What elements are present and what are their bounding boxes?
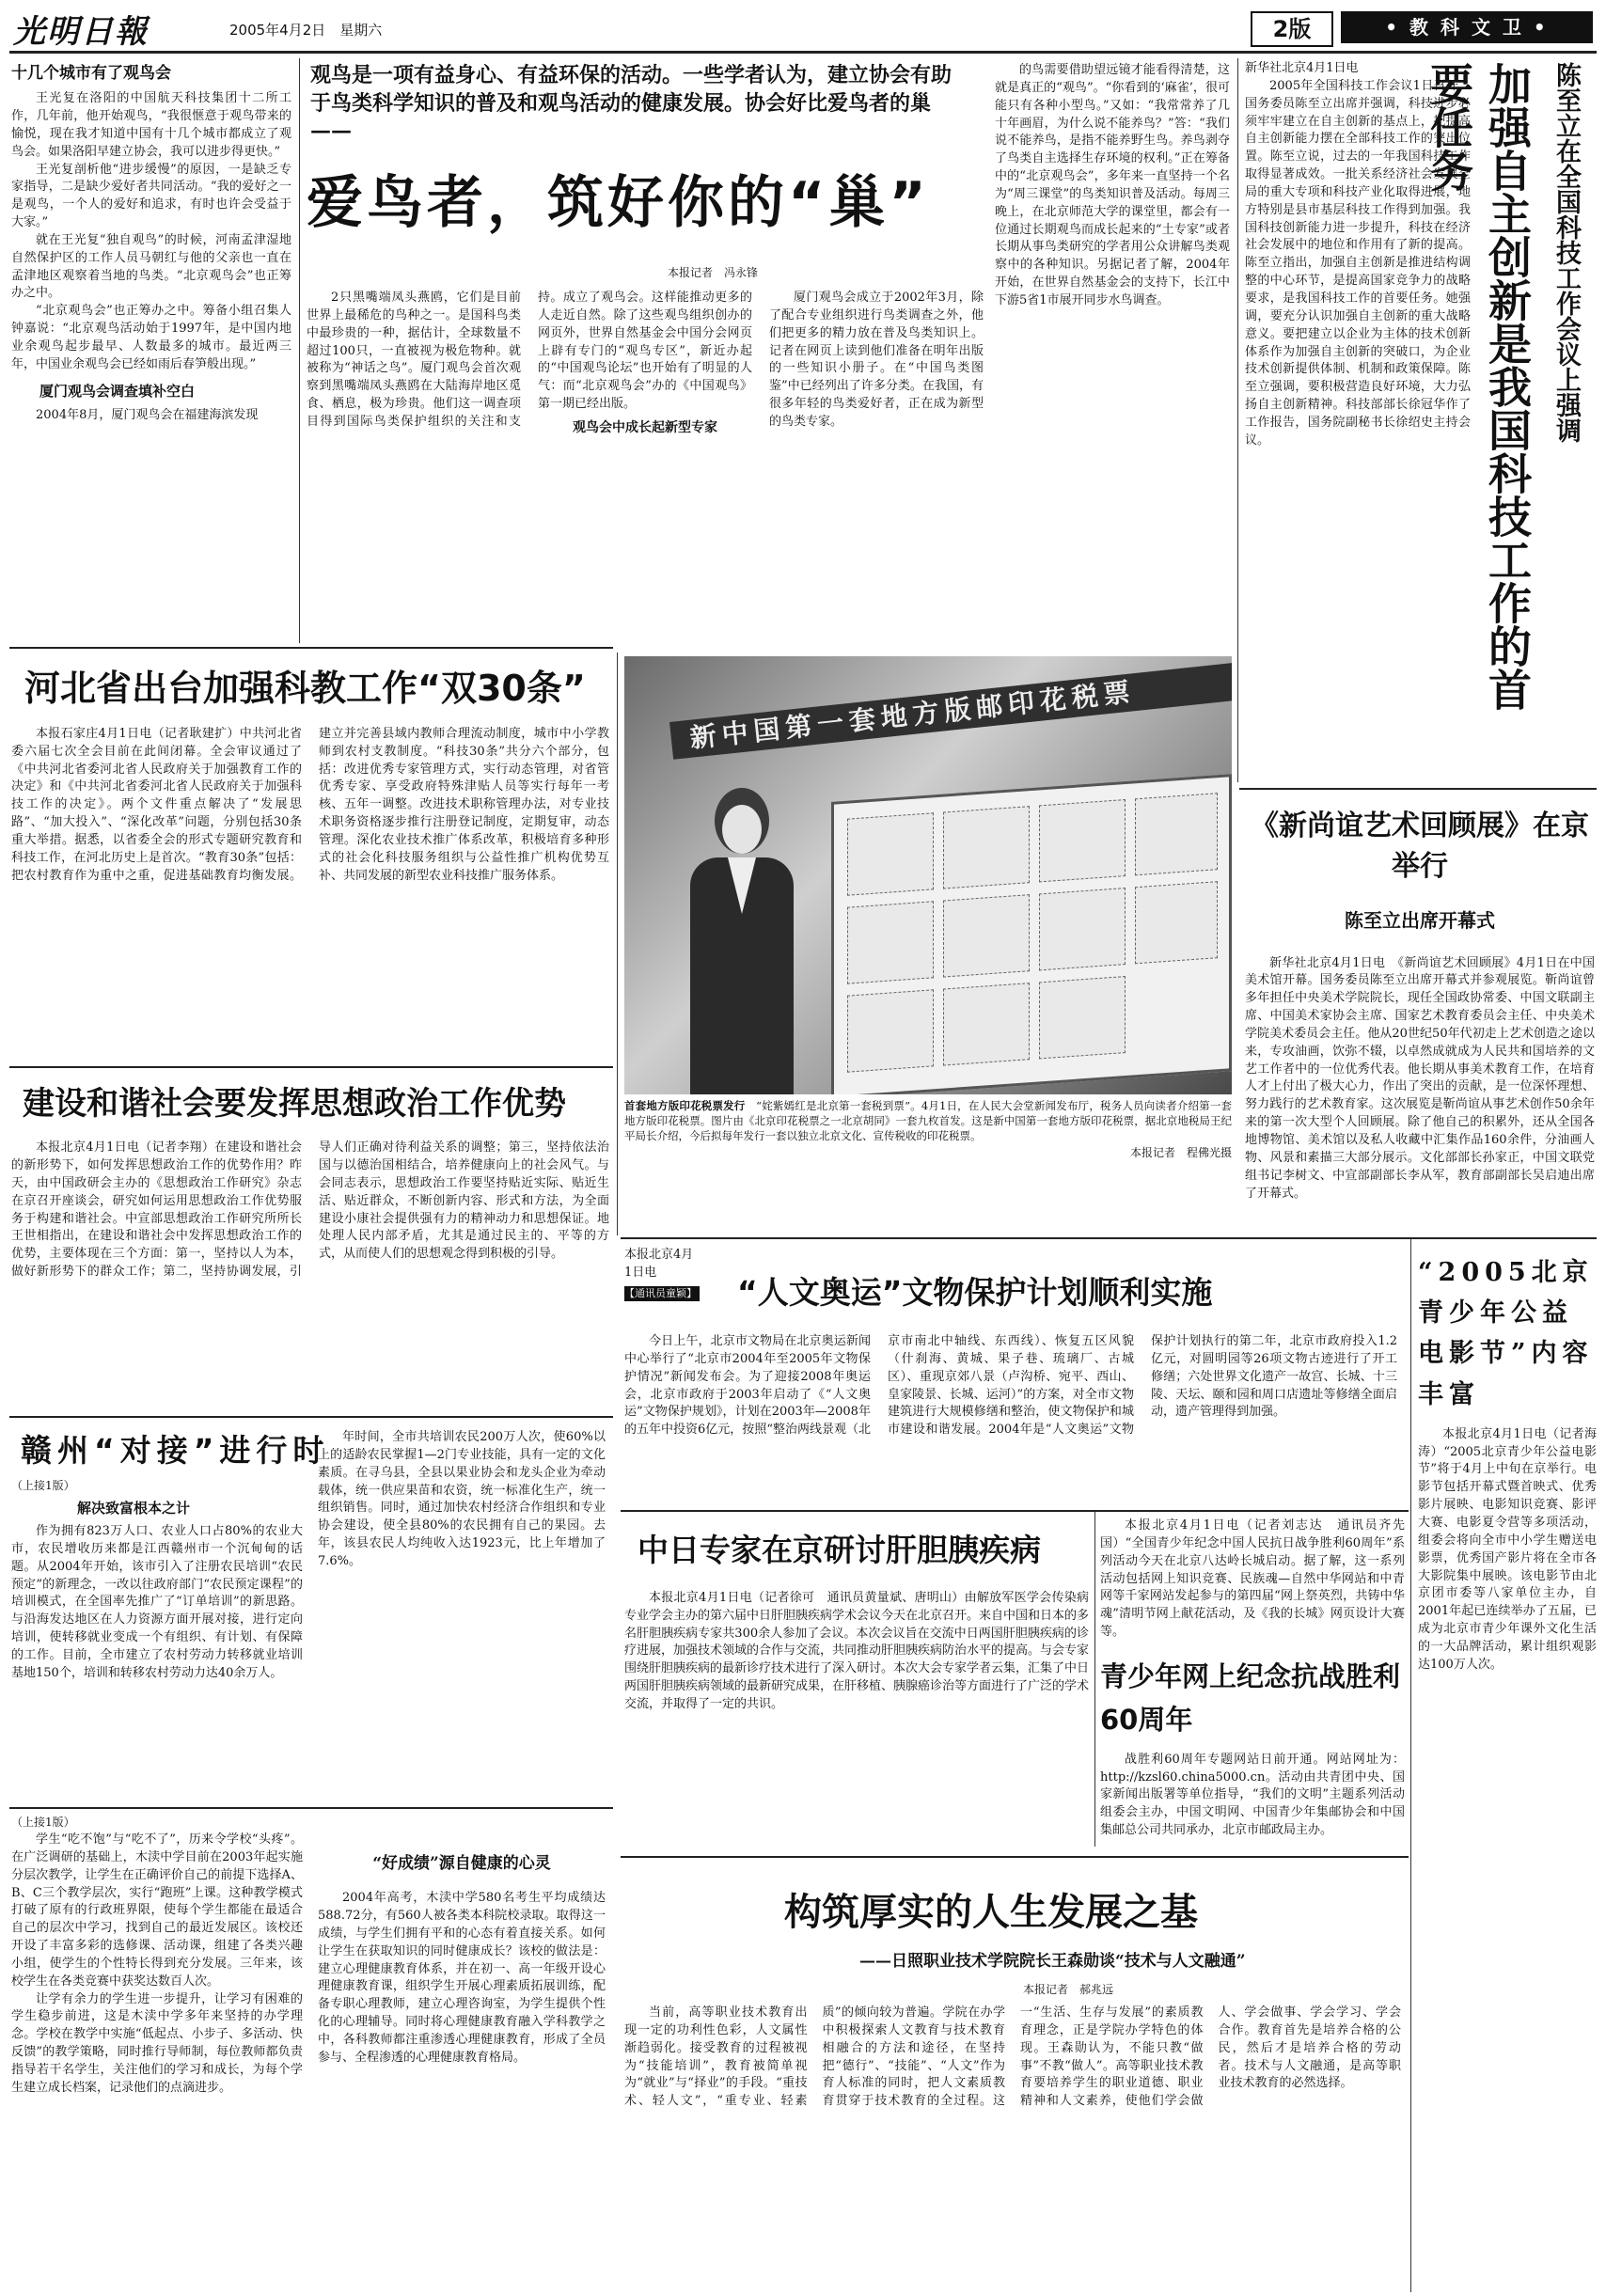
column-divider	[617, 653, 618, 1235]
side-story-subhead: 厦门观鸟会调查填补空白	[39, 382, 196, 400]
page-number-badge: 2版	[1251, 11, 1333, 47]
caption-title: 首套地方版印花税票发行	[624, 1099, 746, 1112]
bird-byline: 本报记者 冯永锋	[667, 266, 758, 279]
relics-article	[624, 1243, 1405, 1506]
bird-headline: 爱鸟者，筑好你的“巢”	[307, 170, 930, 236]
side-story-paragraph: 就在王光复“独自观鸟”的时候，河南孟津湿地自然保护区的工作人员马朝红与他的父亲也一直在孟津地区观察着当地的鸟类。“北京观鸟会”也正筹办之中。	[11, 232, 291, 301]
war-memorial-intro: 本报北京4月1日电（记者刘志达 通讯员齐先国）“全国青少年纪念中国人民抗日战争胜利60周年”系列活动今天在北京八达岭长城启动。据了解，这一系列活动包括网上知识竞赛、民族魂—自然中华网站和中青网等千家网站发起参与的第四届“网上祭英烈，共铸中华魂”清明节网上献花活动，及《我的长城》网页设计大赛等。	[1100, 1518, 1405, 1640]
stamp-photo	[624, 656, 1232, 1094]
section-rule	[621, 1510, 1409, 1512]
column-divider	[1410, 1239, 1411, 2292]
side-story-paragraph: 王光复剖析他“进步缓慢”的原因，一是缺乏专家指导，二是缺少爱好者共同活动。“我的爱好之一是观鸟，一个人的爱好和追求，有时也许会受益于大家。”	[11, 162, 291, 230]
vocational-text: 当前，高等职业技术教育出现一定的功利性色彩，人文属性渐趋弱化。接受教育的过程被视为“技能培训”，教育被简单视为“就业”与“择业”的手段。“重技术、轻人文”，“重专业、轻素质”的倾向较为普遍。学院在办学中积极探索人文教育与技术教育相融合的方法和途径，在坚持把“德行”、“技能”、“人文”作为育人标准的同时，把人文素质教育贯穿于技术教育的全过程。这一“生活、生存与发展”的素质教育理念，正是学院办学特色的体现。王森勋认为，不能只教“做事”不教“做人”。高等职业技术教育要培养学生的职业道德、职业精神和人文素养，使他们学会做人、学会做事、学会学习、学会合作。教育首先是培养合格的公民，然后才是培养合格的劳动者。技术与人文融通，是高等职业技术教育的必然选择。	[624, 2005, 1401, 2109]
vocational-byline: 本报记者 郝兆远	[1022, 1983, 1113, 1996]
science-meeting	[1245, 58, 1597, 782]
section-rule	[9, 1416, 613, 1418]
ganzhou-sub: 解决致富根本之计	[77, 1500, 191, 1517]
ganzhou-right-body: 年时间，全市共培训农民200万人次，使60%以上的适龄农民掌握1—2门专业技能，具有一定的文化素质。在寻乌县，全县以果业协会和龙头企业为牵动载体，统一供应果苗和农资，统一标准化生产，统一组织销售。同时，通过加快农村经济合作组织和专业协会建设，使全县80%的农民拥有自己的果园。去年，该县农民人均纯收入达1923元，比上年增加了7.6%。	[318, 1430, 606, 1568]
side-story-paragraph: “北京观鸟会”也正筹办之中。筹备小组召集人钟嘉说：“北京观鸟活动始于1997年，是中国内地业余观鸟起步最早、人数最多的城市。最近两三年，中国业余观鸟会已经如雨后春笋般出现。”	[11, 304, 291, 371]
art-exhibit	[1245, 797, 1595, 1230]
bird-body-columns	[307, 290, 984, 637]
vocational-body	[624, 2005, 1401, 2287]
science-dateline: 新华社北京4月1日电	[1245, 61, 1359, 75]
section-rule	[9, 1066, 613, 1068]
vocational-sub: ——日照职业技术学院院长王森勋谈“技术与人文融通”	[859, 1952, 1246, 1971]
healthy-heart-headline: “好成绩”源自健康的心灵	[372, 1854, 551, 1873]
ideology-headline: 建设和谐社会要发挥思想政治工作优势	[23, 1085, 566, 1123]
art-sub: 陈至立出席开幕式	[1345, 909, 1495, 933]
war-memorial	[1100, 1518, 1405, 1848]
ganzhou-note: （上接1版）	[11, 1479, 75, 1492]
section-rule	[621, 1237, 1597, 1239]
column-divider	[1237, 58, 1238, 782]
photo-caption	[624, 1098, 1232, 1185]
art-body: 新华社北京4月1日电 《新尚谊艺术回顾展》4月1日在中国美术馆开幕。国务委员陈至立出席开幕式并参观展览。靳尚谊曾多年担任中央美术学院院长，现任全国政协常委、中国文联副主席、中国美术家协会主席、国家艺术教育委员会主任、中央美术学院美术委员会主任。他从20世纪50年代初走上艺术创造之途以来，专攻油画，饮弥不辍，以卓然成就成为人民共和国培养的文艺工作者中的一位优秀代表。他长期从事美术教育工作，在培育人才上付出了极大心力，作出了突出的贡献，是一位深怀理想、努力践行的艺术教育家。这次展览是靳尚谊从事艺术创作50余年来的第一次大型个人回顾展。除了他自己的积累外，还从全国各地博物馆、美术馆以及私人收藏中汇集作品160余件，分油画人物、风景和素描三大部分展示。文化部部长孙家正，中国文联党组书记李树文、中宣部副部长李从军，教育部副部长吴启迪出席了开幕式。	[1245, 955, 1595, 1201]
side-story-paragraph: 王光复在洛阳的中国航天科技集团十二所工作，几年前，他开始观鸟，“我很惬意于观鸟带来的愉悦，现在我才知道中国有十几个城市都成立了观鸟会。如果洛阳早建立协会，我可以进步得更快。”	[11, 91, 291, 159]
caption-text: “姹紫嫣红是北京第一套税到票”。4月1日，在人民大会堂新闻发布厅，税务人员向读者介绍第一套地方版印花税票。图片由《北京印花税票之一北京胡同》一套九枚首发。这是新中国第一套地方版印花税票，据北京地税局王纪平局长介绍，今后拟每年发行一套以独立北京文化、宣传税收的印花税票。	[624, 1099, 1232, 1143]
section-rule	[621, 1856, 1409, 1858]
science-body: 2005年全国科技工作会议1日召开，国务委员陈至立出席并强调，科技进步必须牢牢建立在自主创新的基点上，把提高自主创新能力摆在全部科技工作的突出位置。陈至立说，过去的一年我国科技工作取得显著成效。一批关系经济社会发展全局的重大专项和科技产业化取得进展，地方特别是县市基层科技工作得到加强。我国科技创新能力进一步提升，科技在经济社会发展中的地位和作用有了新的提高。陈至立指出，加强自主创新是推进结构调整的中心环节，是提高国家竞争力的战略要求，是我国科技工作的首要任务。她强调，要充分认识加强自主创新的重大战略意义。要把建立以企业为主体的技术创新体系作为加强自主创新的突破口，为企业技术创新提供体制、机制和政策保障。陈至立强调，要积极营造良好环境，大力弘扬自主创新精神。科技部部长徐冠华作了工作报告，国务院副秘书长徐绍史主持会议。	[1245, 78, 1471, 448]
science-sidehead: 陈至立在全国科技工作会议上强调	[1551, 62, 1581, 443]
healthy-heart-body: 2004年高考，木渎中学580名考生平均成绩达588.72分，有560人被各类本科院校录取。取得这一成绩，与学生们拥有平和的心态有着直接关系。如何让学生在获取知识的同时健康成长？该校的做法是：建立心理健康教育体系，并在初一、高一年级开设心理健康教育课，组织学生开展心理素质拓展训练，配备专职心理教师，建立心理咨询室，为学生提供个性化的心理辅导。同时将心理健康教育融入学科教学之中，各科教师都注重渗透心理健康教育，形成了全员参与、全程渗透的心理健康教育格局。	[318, 1891, 606, 2065]
hebei-body: 本报石家庄4月1日电（记者耿建扩）中共河北省委六届七次全会目前在此间闭幕。全会审议通过了《中共河北省委河北省人民政府关于加强教育工作的决定》和《中共河北省委河北省人民政府关于加强科技工作的决定》。两个文件重点解决了“发展思路”、“加大投入”、“深化改革”问题，分别包括30条重大举措。据悉，以省委全会的形式专题研究教育和科技工作，在河北历史上是首次。“教育30条”包括：把农村教育作为重中之重，促进基础教育均衡发展。建立并完善县域内教师合理流动制度，城市中小学教师到农村支教制度。“科技30条”共分六个部分，包括：改进优秀专家管理方式，实行动态管理，对省管优秀专家、享受政府特殊津贴人员等实行每年一考核、五年一调整。改进技术职称管理办法，对专业技术职务资格逐步推行注册登记制度，定期复审，动态管理。深化农业技术推广体系改革，积极培育多种形式的社会化科技服务组织与公益性推广机构优势互补、共同发展的新型农业科技推广服务体系。	[11, 726, 609, 883]
newspaper-logo: 光明日報	[13, 13, 149, 49]
vocational-article	[624, 1864, 1405, 2290]
side-story-title: 十几个城市有了观鸟会	[11, 64, 171, 83]
section-rule	[9, 647, 613, 649]
hebei-headline: 河北省出台加强科教工作“双30条”	[24, 668, 586, 709]
lower-left-col	[11, 1832, 303, 2287]
lower-left-body2: 让学有余力的学生进一步提升，让学习有困难的学生稳步前进，这是木渎中学多年来坚持的办学理念。学校在教学中实施“低起点、小步子、多活动、快反馈”的教学策略，同时推行导师制，每位教师都负责指导若干名学生，关注他们的学习和成长，为每个学生建立成长档案，记录他们的点滴进步。	[11, 1991, 303, 2095]
masthead	[13, 8, 1593, 49]
bird-col4	[995, 62, 1230, 637]
relics-side-label: 本报北京4月1日电	[624, 1248, 694, 1280]
bird-body-text: 2只黑嘴端凤头燕鸥，它们是目前世界上最稀危的鸟种之一。是国科鸟类中最珍贵的一种，据估计，全球数量不超过100只，一直被视为极危物种。就被称为“神话之鸟”。厦门观鸟会首次观察到黑嘴端凤头燕鸥在大陆海岸地区觅食、栖息，极为珍贵。他们这一调查项目得到国际鸟类保护组织的关注和支持。成立了观鸟会。这样能推动更多的人走近自然。除了这些观鸟组织创办的网页外，世界自然基金会中国分会网页上辟有专门的“观鸟专区”，新近办起的“中国观鸟论坛”也开始有了明显的人气：而“北京观鸟会”办的《中国观鸟》第一期已经出版。	[307, 291, 752, 429]
relics-headline: “人文奥运”文物保护计划顺利实施	[737, 1274, 1213, 1311]
bird-subhead: 观鸟会中成长起新型专家	[573, 419, 717, 435]
relics-tag: 【通讯员童颖】	[624, 1286, 700, 1301]
vocational-headline: 构筑厚实的人生发展之基	[784, 1891, 1198, 1934]
section-rule	[9, 1807, 613, 1809]
presenter-figure	[681, 788, 803, 1094]
ganzhou-headline: 赣州“对接”进行时	[21, 1432, 330, 1469]
liver-headline: 中日专家在京研讨肝胆胰疾病	[638, 1532, 1041, 1568]
ganzhou-article	[11, 1425, 609, 1801]
bird-body-text: 的鸟需要借助望远镜才能看得清楚，这就是真正的“观鸟”。“你看到的‘麻雀’，很可能只有各种小型鸟。”又如：“我常常养了几十年画眉，为什么说不能养鸟？”答：“我们说不能养鸟，是指不能养野生鸟。养鸟剥夺了鸟类自主选择生存环境的权利。”正在筹备中的“北京观鸟会”，多年来一直坚持一个名为“周三课堂”的鸟类知识普及活动。每周三晚上，在北京师范大学的课堂里，都会有一位通过长期观鸟而成长起来的“土专家”或者长期从事鸟类研究的学者用公众讲解鸟类观察中的各种知识。另据记者了解，2004年开始，在世界自然基金会的支持下，长江中下游5省1市展开同步水鸟调查。	[995, 63, 1230, 307]
masthead-rule	[9, 51, 1597, 54]
ganzhou-body: 作为拥有823万人口、农业人口占80%的农业大市，农民增收历来都是江西赣州市一个沉甸甸的话题。从2004年开始，该市引入了注册农民培训“农民预定”的新理念，一改以往政府部门“农民预定课程”的培训模式，在全国率先推广了“订单培训”的新思路。与沿海发达地区在人力资源方面开展对接，进行定向培训，使转移就业变成一个有组织、有计划、有保障的工作。目前，全市建立了农村劳动力转移就业培训基地150个，培训和转移农村劳动力达40余万人。	[11, 1524, 303, 1680]
section-rule	[1239, 788, 1597, 790]
relics-text: 今日上午，北京市文物局在北京奥运新闻中心举行了“北京市2004年至2005年文物保护情况”新闻发布会。为了迎接2008年奥运会，北京市政府于2003年启动了《“人文奥运”文物保护规划》，计划在2003年—2008年的五年中投资6亿元，按照“整治两线景观（北京市南北中轴线、东西线）、恢复五区风貌（什刹海、黄城、果子巷、琉璃厂、古城区）、重现京郊八景（卢沟桥、宛平、西山、皇家陵景、长城、运河）”的方案，对全市文物建筑进行大规模修缮和整治，使文物保护和城市建设和谐发展。2004年是“人文奥运”文物保护计划执行的第二年，北京市政府投入1.2亿元，对圆明园等26项文物古迹进行了开工修缮；六处世界文化遗产一故宫、长城、十三陵、天坛、颐和园和周口店遗址等修缮全面启动，遗产管理得到加强。	[624, 1334, 1397, 1438]
lower-left	[11, 1815, 609, 2290]
healthy-heart	[318, 1852, 606, 2287]
ganzhou-left-col	[11, 1523, 303, 1796]
bird-lead: 观鸟是一项有益身心、有益环保的活动。一些学者认为，建立协会有助于鸟类科学知识的普及和观鸟活动的健康发展。协会好比爱鸟者的巢——	[310, 63, 953, 144]
art-headline: 《新尚谊艺术回顾展》在京举行	[1251, 810, 1589, 883]
liver-article	[624, 1519, 1089, 1850]
youth-film	[1418, 1247, 1597, 1736]
bird-body-text: 厦门观鸟会成立于2002年3月，除了配合专业组织进行鸟类调查之外，他们把更多的精力放在普及鸟类知识上。记者在网页上读到他们准备在明年出版的一些知识小册子。在“中国鸟类图鉴”中已经列出了许多分类。在我国，有很多年轻的鸟类爱好者，正在成为新型的鸟类专家。	[769, 291, 984, 429]
column-divider	[1094, 1512, 1095, 1847]
lower-left-body: 学生“吃不饱”与“吃不了”，历来令学校“头疼”。在广泛调研的基础上，木渎中学目前在2003年起实施分层次教学，让学生在正确评价自己的前提下选择A、B、C三个教学层次，实行“跑班”上课。这种教学模式打破了原有的行政班界限，使每个学生都能在最适合自己的层次中学习，找到自己的最近发展区。该校还开设了丰富多彩的选修课、活动课，组建了各类兴趣小组，使学生的个性特长得到充分发展。三年来，该校学生在各类竞赛中获奖达数百人次。	[11, 1832, 303, 1989]
ideology-article	[11, 1076, 609, 1410]
bird-article	[307, 58, 1237, 641]
youth-film-body: 本报北京4月1日电（记者海涛）“2005北京青少年公益电影节”将于4月上中旬在京举行。电影节包括开幕式暨首映式、优秀影片展映、电影知识竞赛、影评大赛、电影夏令营等多项活动，组委会将向全市中小学生赠送电影票，优秀国产影片将在全市各大影院集中展映。该电影节由北京团市委等八家单位主办，自2001年起已连续举办了五届，已成为北京市青少年课外文化生活的一大品牌活动，累计组织观影达100万人次。	[1418, 1426, 1597, 1672]
hebei-article	[11, 658, 609, 1061]
stamp-board	[831, 774, 1232, 1094]
ganzhou-right-col	[318, 1429, 606, 1796]
relics-sidebox	[624, 1247, 700, 1301]
youth-film-headline: “2005北京青少年公益电影节”内容丰富	[1418, 1258, 1594, 1409]
lower-left-note: （上接1版）	[11, 1816, 75, 1829]
liver-body: 本报北京4月1日电（记者徐可 通讯员黄量斌、唐明山）由解放军医学会传染病专业学会主办的第六届中日肝胆胰疾病学术会议今天在北京召开。来自中国和日本的多名肝胆胰疾病专家共300余人参加了会议。本次会议旨在交流中日两国肝胆胰疾病的诊疗进展，加强技术领域的合作与交流，共同推动肝胆胰疾病防治水平的提高。与会专家围绕肝胆胰疾病的最新诊疗技术进行了深入研讨。本次大会专家学者云集，汇集了中日两国肝胆胰疾病领域的最新研究成果，在肝移植、胰腺癌诊治等方面进行了广泛的学术交流，并取得了一定的共识。	[624, 1590, 1089, 1711]
relics-body	[624, 1333, 1397, 1502]
photo-banner: 新中国第一套地方版邮印花税票	[669, 661, 1232, 760]
issue-date: 2005年4月2日 星期六	[229, 22, 383, 39]
section-badge: • 教 科 文 卫 •	[1341, 11, 1593, 43]
side-story	[11, 62, 291, 637]
war-memorial-headline: 青少年网上纪念抗战胜利60周年	[1100, 1660, 1401, 1737]
column-divider	[299, 58, 300, 643]
photo-credit: 本报记者 程佛光摄	[1129, 1146, 1232, 1160]
science-headline: 加强自主创新是我国科技工作的首要任务	[1424, 62, 1533, 711]
side-story-tail: 2004年8月，厦门观鸟会在福建海滨发现	[36, 407, 259, 422]
ideology-body: 本报北京4月1日电（记者李翔）在建设和谐社会的新形势下，如何发挥思想政治工作的优势作用？昨天，由中国政研会主办的《思想政治工作研究》杂志在京召开座谈会，研究如何运用思想政治工作优势服务于构建和谐社会。中宣部思想政治工作研究所所长王世相指出，在建设和谐社会中发挥思想政治工作的优势，主要体现在三个方面：第一，坚持以人为本，做好新形势下的群众工作；第二，坚持协调发展，引导人们正确对待利益关系的调整；第三，坚持依法治国与以德治国相结合，培养健康向上的社会风气。与会同志表示，思想政治工作要坚持贴近实际、贴近生活、贴近群众，不断创新内容、形式和方法，为全面建设小康社会提供强有力的精神动力和思想保证。地处理人民内部矛盾，尤其是通过民主的、平等的方式，从而使人们的思想观念得到积极的引导。	[11, 1140, 609, 1280]
war-memorial-body: 战胜利60周年专题网站日前开通。网站网址为：http://kzsl60.china5000.cn。活动由共青团中央、国家新闻出版署等单位指导，“我们的文明”主题系列活动组委会主办，中国文明网、中国青少年集邮协会和中国集邮总公司共同承办，北京市邮政局主办。	[1100, 1752, 1405, 1838]
